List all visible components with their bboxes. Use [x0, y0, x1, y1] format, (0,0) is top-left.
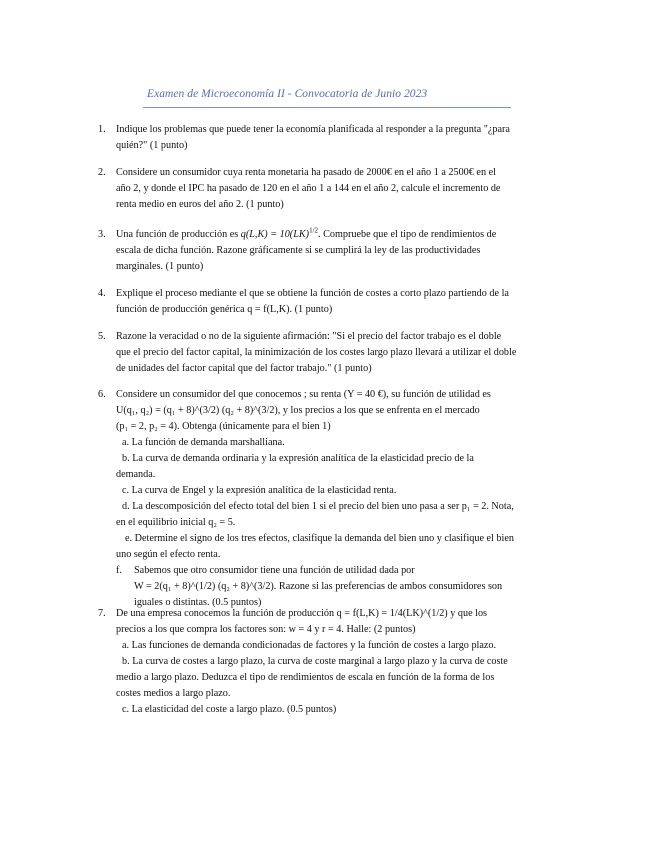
- subitem-b-continued: demanda.: [116, 469, 156, 480]
- question-text-line: de unidades del factor capital que del factor trabajo." (1 punto): [116, 363, 372, 374]
- question-text-line: función de producción genérica q = f(L,K). (1 punto): [116, 304, 333, 315]
- question-text-line: De una empresa conocemos la función de producción q = f(L,K) = 1/4(LK)^(1/2) y que los: [116, 608, 488, 619]
- question-number: 4.: [98, 288, 106, 299]
- subitem-e-continued: uno según el efecto renta.: [116, 549, 221, 560]
- question-3: [98, 227, 563, 275]
- question-6: [98, 387, 563, 611]
- subitem-b-continued: medio a largo plazo. Deduzca el tipo de rendimientos de escala en función de la forma de los: [116, 672, 495, 683]
- question-text-line: Considere un consumidor del que conocemos ; su renta (Y = 40 €), su función de utilidad es: [116, 389, 491, 400]
- subitem-f-line: W = 2(q₁ + 8)^(1/2) (q₂ + 8)^(3/2). Razone si las preferencias de ambos consumidores son: [134, 581, 503, 592]
- question-number: 6.: [98, 389, 106, 400]
- title-underline: [143, 107, 511, 108]
- question-text-line: U(q₁, q₂) = (q₁ + 8)^(3/2) (q₂ + 8)^(3/2), y los precios a los que se enfrenta en el mercado: [116, 405, 480, 416]
- question-text-line: Indique los problemas que puede tener la economía planificada al responder a la pregunta "¿para: [116, 124, 510, 135]
- subitem-d: d. La descomposición del efecto total del bien 1 si el precio del bien uno pasa a ser p₁ = 2. Nota,: [122, 501, 514, 512]
- question-text-line: [116, 227, 563, 243]
- subitem-f-line: Sabemos que otro consumidor tiene una función de utilidad dada por: [134, 565, 415, 576]
- subitem-f-line: iguales o distintas. (0.5 puntos): [134, 597, 262, 608]
- subitem-c: c. La elasticidad del coste a largo plazo. (0.5 puntos): [122, 704, 337, 715]
- question-number: 2.: [98, 167, 106, 178]
- text-fragment: Una función de producción es: [116, 229, 241, 240]
- subitem-c: c. La curva de Engel y la expresión analítica de la elasticidad renta.: [122, 485, 397, 496]
- subitem-f-label: f.: [116, 565, 122, 576]
- question-text-line: precios a los que compra los factores son: w = 4 y r = 4. Halle: (2 puntos): [116, 624, 416, 635]
- production-function-formula: q(L,K) = 10(LK): [240, 229, 310, 240]
- question-text-line: (p₁ = 2, p₂ = 4). Obtenga (únicamente para el bien 1): [116, 421, 331, 432]
- subitem-d-continued: en el equilibrio inicial q₂ = 5.: [116, 517, 236, 528]
- question-text-line: año 2, y donde el IPC ha pasado de 120 en el año 1 a 144 en el año 2, calcule el incremento de: [116, 183, 501, 194]
- subitem-b: b. La curva de costes a largo plazo, la curva de coste marginal a largo plazo y la curva de coste: [122, 656, 508, 667]
- subitem-a: a. La función de demanda marshalliana.: [122, 437, 285, 448]
- question-text-line: escala de dicha función. Razone gráficamente si se cumplirá la ley de las productividades: [116, 245, 481, 256]
- question-text-line: quién?" (1 punto): [116, 140, 188, 151]
- question-number: 1.: [98, 124, 106, 135]
- question-text-line: Considere un consumidor cuya renta monetaria ha pasado de 2000€ en el año 1 a 2500€ en el: [116, 167, 496, 178]
- formula-exponent: 1/2: [309, 226, 319, 235]
- subitem-e: e. Determine el signo de los tres efectos, clasifique la demanda del bien uno y clasifique el bien: [125, 533, 514, 544]
- question-text-line: Explique el proceso mediante el que se obtiene la función de costes a corto plazo partiendo de la: [116, 288, 509, 299]
- question-text-line: Razone la veracidad o no de la siguiente afirmación: "Si el precio del factor trabajo es el doble: [116, 331, 502, 342]
- question-text-line: marginales. (1 punto): [116, 261, 204, 272]
- question-2: [98, 165, 563, 213]
- question-5: [98, 329, 563, 377]
- text-fragment: . Compruebe que el tipo de rendimientos de: [318, 229, 497, 240]
- question-number: 5.: [98, 331, 106, 342]
- question-text-line: renta medio en euros del año 2. (1 punto): [116, 199, 284, 210]
- subitem-b-continued: costes medios a largo plazo.: [116, 688, 231, 699]
- exam-title: Examen de Microeconomía II - Convocatoria de Junio 2023: [147, 88, 428, 100]
- subitem-b: b. La curva de demanda ordinaria y la expresión analítica de la elasticidad precio de la: [122, 453, 474, 464]
- question-7: [98, 606, 563, 718]
- question-1: [98, 122, 563, 154]
- question-text-line: que el precio del factor capital, la minimización de los costes largo plazo llevará a utilizar el doble: [116, 347, 517, 358]
- question-number: 3.: [98, 229, 106, 240]
- subitem-f: [116, 563, 563, 611]
- question-number: 7.: [98, 608, 106, 619]
- question-4: [98, 286, 563, 318]
- subitem-a: a. Las funciones de demanda condicionadas de factores y la función de costes a largo plazo.: [122, 640, 497, 651]
